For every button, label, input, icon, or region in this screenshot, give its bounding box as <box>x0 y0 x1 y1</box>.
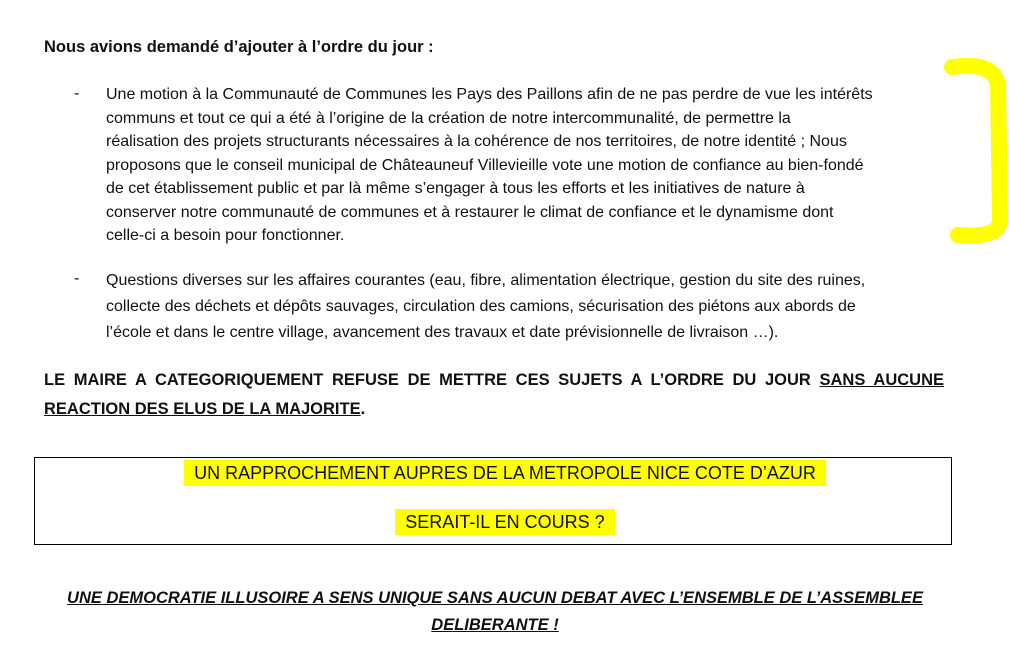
bullet-paragraph-1 <box>106 83 936 248</box>
highlighter-bracket-mark <box>940 55 1010 250</box>
bullet-2-line: l’école et dans le centre village, avancement des travaux et date prévisionnelle de livraison …). <box>106 324 779 341</box>
mayor-statement-text: LE MAIRE A CATEGORIQUEMENT REFUSE DE METTRE CES SUJETS A L’ORDRE DU JOUR <box>44 371 820 389</box>
bullet-dash-2: - <box>74 270 80 287</box>
bullet-1-line: celle-ci a besoin pour fonctionner. <box>106 227 345 244</box>
bullet-2-line: Questions diverses sur les affaires courantes (eau, fibre, alimentation électrique, gestion du site des ruines, <box>106 272 866 289</box>
mayor-statement-underlined: SANS AUCUNE REACTION DES ELUS DE LA MAJORITE <box>44 371 944 418</box>
bullet-1-line: conserver notre communauté de communes et à restaurer le climat de confiance et le dynamisme dont <box>106 203 834 221</box>
intro-heading: Nous avions demandé d’ajouter à l’ordre du jour : <box>44 38 434 56</box>
closing-statement: UNE DEMOCRATIE ILLUSOIRE A SENS UNIQUE SANS AUCUN DEBAT AVEC L’ENSEMBLE DE L’ASSEMBLEE DELIBERANTE ! <box>67 589 923 634</box>
mayor-refusal-statement <box>44 366 944 424</box>
bullet-1-line: de cet établissement public et par là même s’engager à tous les efforts et les initiatives de nature à <box>106 180 805 197</box>
box-line-1 <box>0 463 1010 484</box>
bullet-dash-1: - <box>74 85 80 102</box>
highlighted-text: UN RAPPROCHEMENT AUPRES DE LA METROPOLE NICE COTE D’AZUR <box>184 460 826 486</box>
bullet-2-line: collecte des déchets et dépôts sauvages, circulation des camions, sécurisation des piétons aux abords de <box>106 298 856 315</box>
bullet-1-line: réalisation des projets structurants nécessaires à la cohérence de nos territoires, de notre identité ; Nous <box>106 133 847 150</box>
mayor-statement-end: . <box>360 400 366 418</box>
box-line-2 <box>0 512 1010 533</box>
bullet-1-line: proposons que le conseil municipal de Châteauneuf Villevieille vote une motion de confiance au bien-fondé <box>106 156 864 174</box>
bullet-1-line: communs et tout ce qui a été à l’origine de la création de notre intercommunalité, de permettre la <box>106 109 791 127</box>
bullet-paragraph-2 <box>106 268 941 346</box>
highlighted-text: SERAIT-IL EN COURS ? <box>395 509 614 535</box>
bullet-1-line: Une motion à la Communauté de Communes les Pays des Paillons afin de ne pas perdre de vue les intérêts <box>106 86 873 103</box>
